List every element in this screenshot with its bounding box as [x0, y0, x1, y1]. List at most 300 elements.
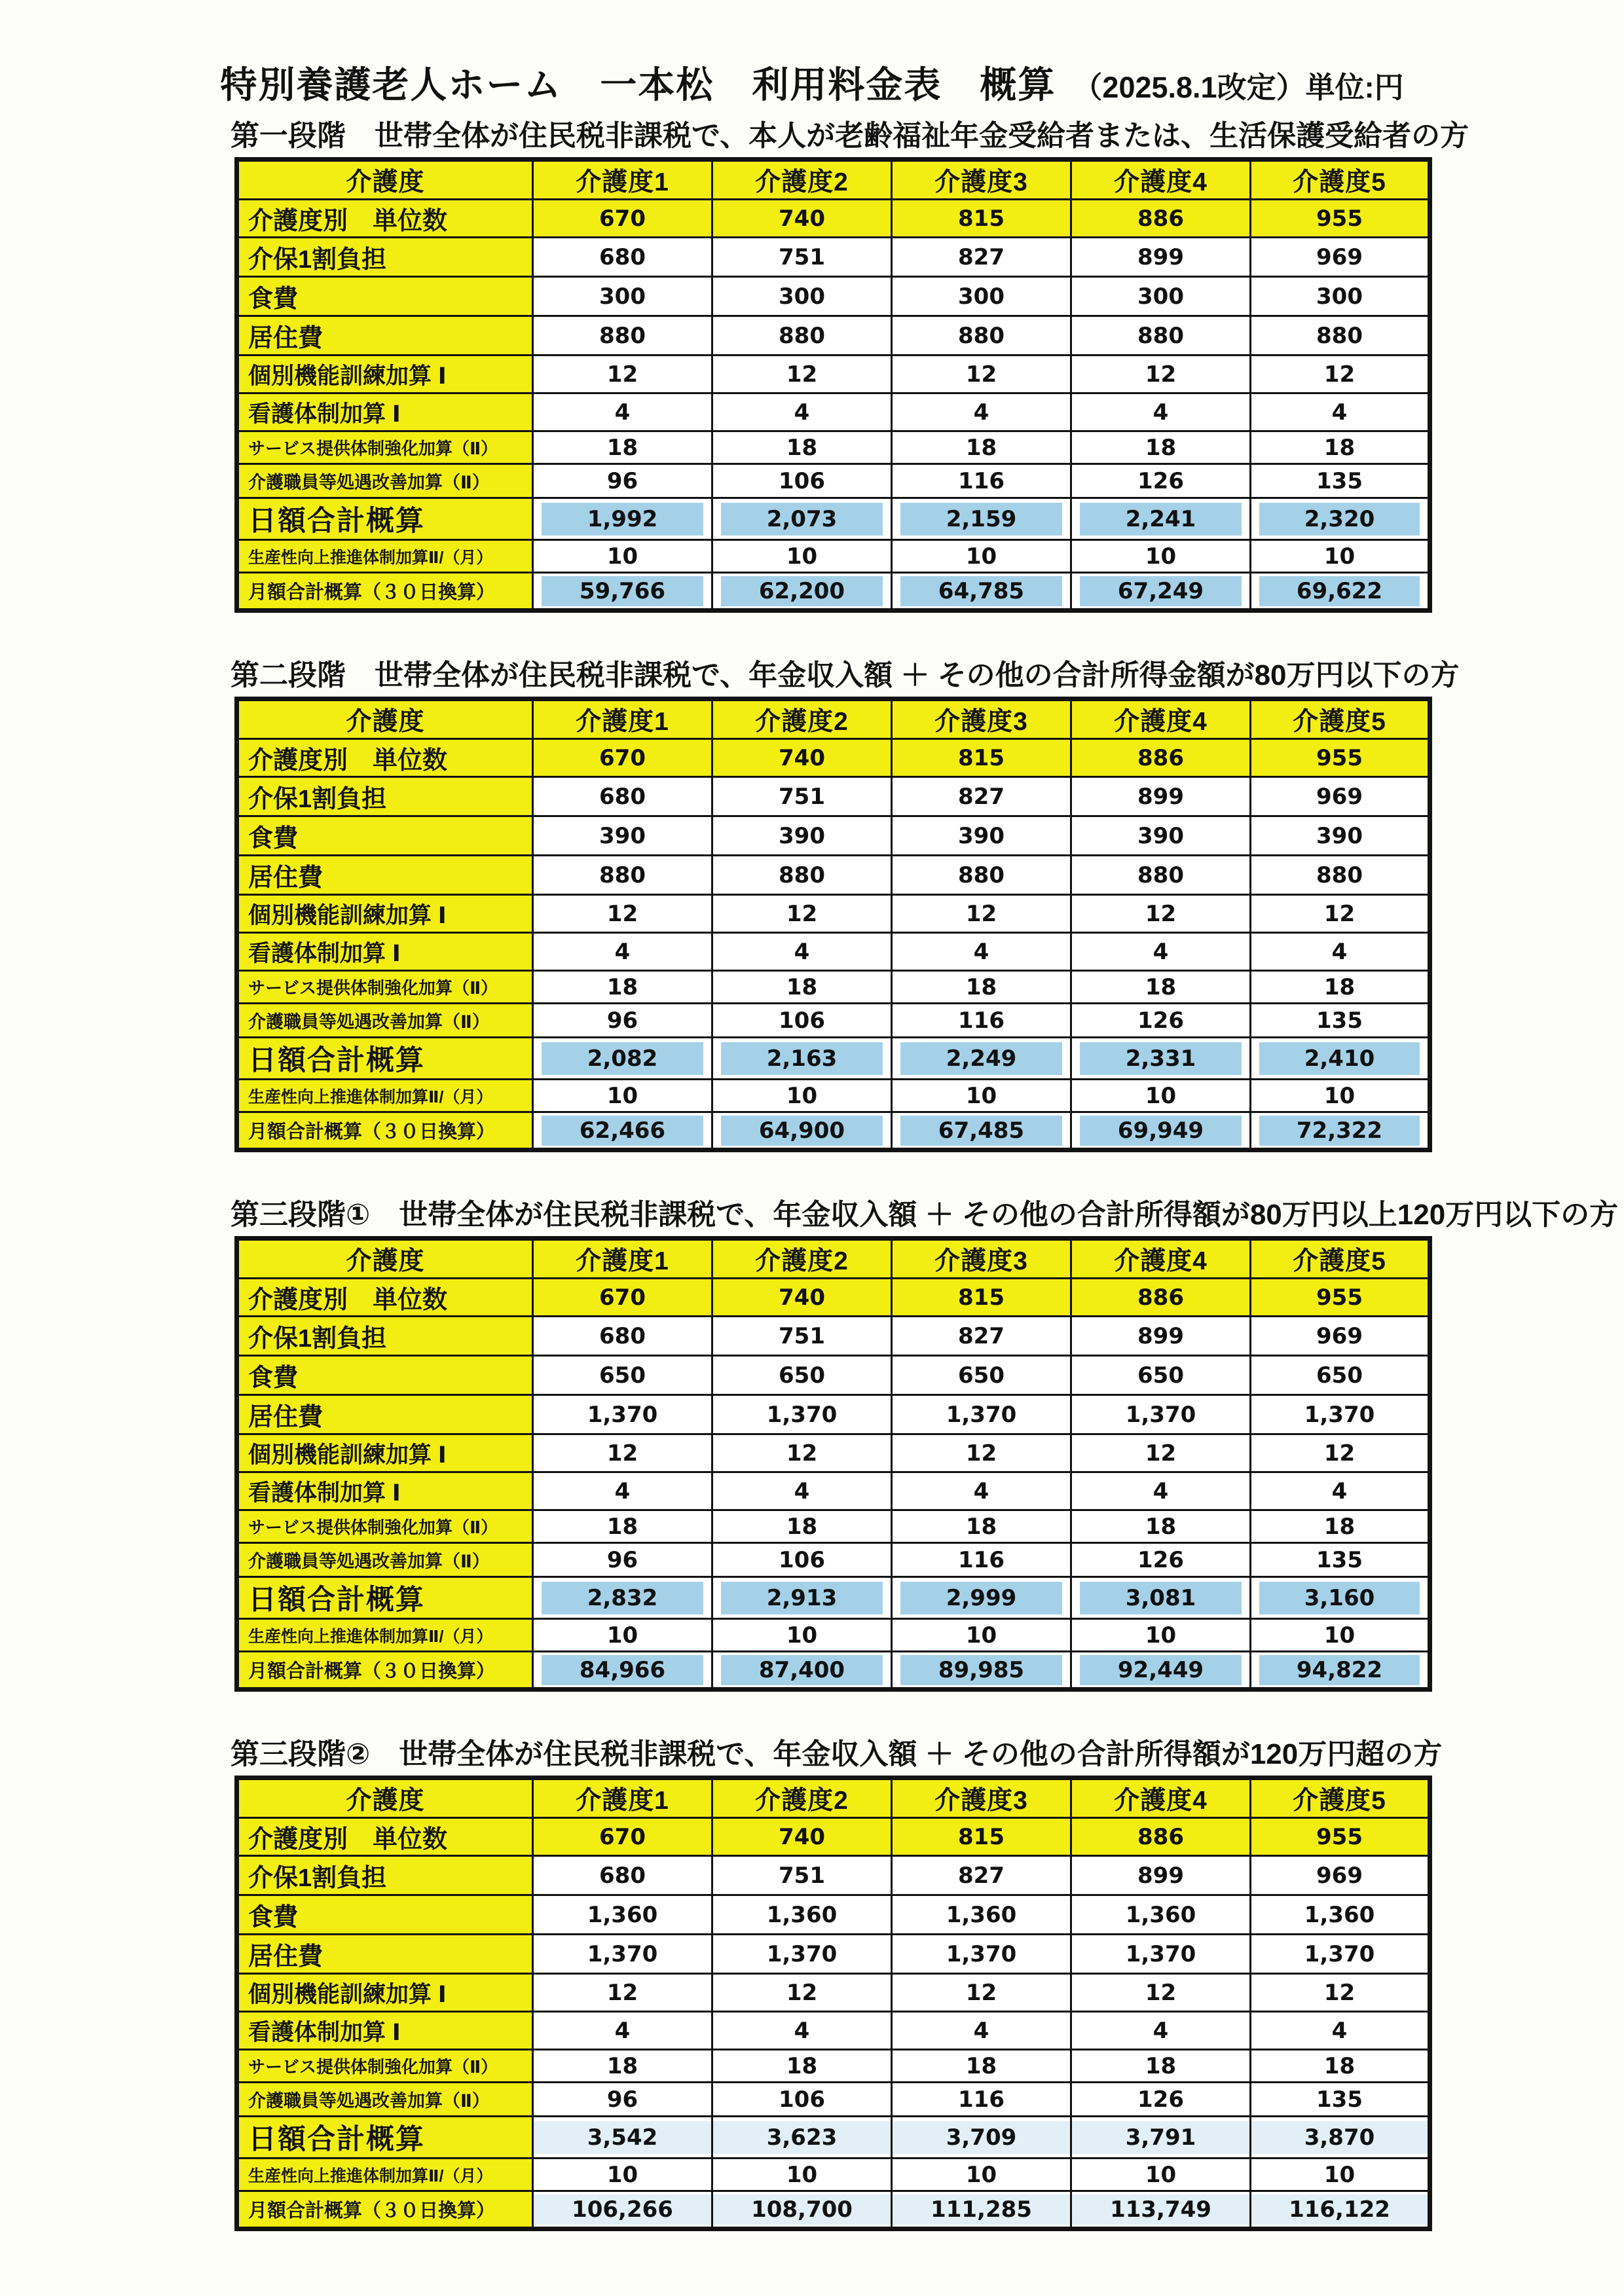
value-cell: 4	[533, 933, 712, 971]
value-cell: 10	[712, 540, 892, 573]
highlight-value: 2,159	[946, 505, 1017, 532]
daily-total-cell	[712, 1038, 892, 1080]
daily-total-cell	[892, 1038, 1071, 1080]
value-cell: 815	[892, 739, 1071, 777]
value-cell: 10	[892, 1619, 1071, 1652]
highlight-value: 84,966	[579, 1656, 666, 1683]
value-cell: 96	[533, 2083, 712, 2117]
monthly-total-cell	[712, 1652, 892, 1690]
value-cell: 880	[1251, 856, 1430, 895]
table-row	[237, 498, 1430, 540]
highlight-patch	[1251, 2121, 1428, 2154]
value-cell: 1,370	[712, 1935, 892, 1974]
value-cell: 680	[533, 1317, 712, 1356]
highlight-patch	[900, 576, 1062, 606]
row-label-cell: サービス提供体制強化加算（Ⅱ）	[237, 431, 533, 464]
page-title	[0, 56, 1624, 109]
row-label-cell: 介護職員等処遇改善加算（Ⅱ）	[237, 1004, 533, 1038]
value-cell: 886	[1071, 1818, 1251, 1856]
highlight-patch	[542, 1655, 703, 1685]
row-label-cell: 看護体制加算 Ⅰ	[237, 933, 533, 971]
highlight-patch	[542, 1116, 703, 1146]
value-cell: 899	[1071, 238, 1251, 277]
header-row	[237, 160, 1430, 200]
highlight-value: 2,163	[766, 1045, 838, 1072]
highlight-value: 2,241	[1125, 505, 1196, 532]
value-cell: 1,370	[892, 1395, 1071, 1434]
highlight-patch	[1080, 1655, 1242, 1685]
value-cell: 18	[712, 971, 892, 1004]
value-cell: 116	[892, 1004, 1071, 1038]
value-cell: 18	[1251, 431, 1430, 464]
value-cell: 740	[712, 1818, 892, 1856]
value-cell: 4	[1071, 393, 1251, 431]
highlight-patch	[1080, 1116, 1242, 1146]
highlight-value: 3,542	[587, 2124, 658, 2151]
value-cell: 10	[1071, 540, 1251, 573]
value-cell: 18	[1251, 1510, 1430, 1543]
monthly-total-cell	[1071, 2191, 1251, 2229]
sections	[231, 118, 1619, 2231]
highlight-patch	[721, 576, 883, 606]
highlight-patch	[1259, 1655, 1420, 1685]
row-label-cell: サービス提供体制強化加算（Ⅱ）	[237, 1510, 533, 1543]
daily-total-cell	[1251, 1038, 1430, 1080]
value-cell: 1,370	[533, 1935, 712, 1974]
value-cell: 300	[1071, 277, 1251, 316]
value-cell: 880	[712, 316, 892, 355]
value-cell: 126	[1071, 2083, 1251, 2117]
value-cell: 12	[1251, 1434, 1430, 1472]
row-label-cell: 日額合計概算	[237, 2117, 533, 2159]
value-cell: 10	[1251, 540, 1430, 573]
monthly-total-cell	[1071, 1652, 1251, 1690]
table-row	[237, 1279, 1430, 1317]
row-label-cell: 介護職員等処遇改善加算（Ⅱ）	[237, 464, 533, 498]
table-row	[237, 1434, 1430, 1472]
row-label-cell: 個別機能訓練加算 Ⅰ	[237, 1974, 533, 2012]
value-cell: 827	[892, 777, 1071, 816]
value-cell: 680	[533, 1856, 712, 1895]
value-cell: 106	[712, 2083, 892, 2117]
value-cell: 18	[1071, 2050, 1251, 2083]
highlight-value: 2,913	[766, 1584, 838, 1611]
value-cell: 10	[712, 1080, 892, 1112]
value-cell: 4	[712, 393, 892, 431]
highlight-value: 2,410	[1304, 1045, 1375, 1072]
table-row	[237, 1577, 1430, 1619]
daily-total-cell	[1251, 1577, 1430, 1619]
col-header-cell: 介護度3	[892, 699, 1071, 739]
monthly-total-cell	[533, 573, 712, 611]
row-label-cell: 日額合計概算	[237, 498, 533, 540]
row-label-cell: 食費	[237, 1356, 533, 1395]
value-cell: 680	[533, 238, 712, 277]
monthly-total-cell	[1251, 2191, 1430, 2229]
value-cell: 12	[892, 895, 1071, 933]
value-cell: 4	[1071, 2012, 1251, 2050]
section-heading: 第三段階① 世帯全体が住民税非課税で、年金収入額 ＋ その他の合計所得額が80万円以上120万円以下の方	[231, 1199, 1619, 1231]
table-row	[237, 1935, 1430, 1974]
value-cell: 827	[892, 1317, 1071, 1356]
value-cell: 12	[712, 1434, 892, 1472]
value-cell: 4	[533, 393, 712, 431]
row-label-cell: 生産性向上推進体制加算Ⅱ/（月）	[237, 1619, 533, 1652]
value-cell: 12	[1251, 895, 1430, 933]
col-header-cell: 介護度3	[892, 1778, 1071, 1818]
col-header-cell: 介護度2	[712, 1239, 892, 1279]
row-label-cell: 食費	[237, 816, 533, 856]
table-row	[237, 1004, 1430, 1038]
table-row	[237, 1652, 1430, 1690]
value-cell: 10	[892, 2159, 1071, 2191]
highlight-value: 106,266	[572, 2196, 673, 2223]
daily-total-cell	[1251, 498, 1430, 540]
col-header-cell: 介護度4	[1071, 1239, 1251, 1279]
table-row	[237, 2083, 1430, 2117]
value-cell: 10	[1251, 1080, 1430, 1112]
highlight-patch	[1251, 2195, 1428, 2225]
highlight-patch	[893, 2195, 1070, 2225]
highlight-patch	[1080, 1582, 1242, 1614]
highlight-value: 1,992	[587, 505, 658, 532]
table-row	[237, 1317, 1430, 1356]
value-cell: 4	[1251, 2012, 1430, 2050]
monthly-total-cell	[712, 2191, 892, 2229]
table-row	[237, 1974, 1430, 2012]
value-cell: 10	[712, 2159, 892, 2191]
row-label-cell: 介護度別 単位数	[237, 1818, 533, 1856]
highlight-value: 2,082	[587, 1045, 658, 1072]
value-cell: 4	[892, 933, 1071, 971]
col-header-cell: 介護度1	[533, 1239, 712, 1279]
value-cell: 880	[712, 856, 892, 895]
daily-total-cell	[892, 2117, 1071, 2159]
highlight-patch	[1072, 2195, 1249, 2225]
value-cell: 12	[533, 895, 712, 933]
highlight-value: 2,999	[946, 1584, 1017, 1611]
value-cell: 390	[712, 816, 892, 856]
row-label-cell: 月額合計概算（３０日換算）	[237, 1112, 533, 1150]
value-cell: 10	[892, 540, 1071, 573]
value-cell: 10	[1251, 1619, 1430, 1652]
highlight-patch	[900, 1116, 1062, 1146]
value-cell: 886	[1071, 200, 1251, 238]
highlight-patch	[1259, 503, 1420, 536]
col-header-cell: 介護度1	[533, 1778, 712, 1818]
value-cell: 880	[533, 856, 712, 895]
value-cell: 815	[892, 200, 1071, 238]
highlight-patch	[542, 1582, 703, 1614]
table-row	[237, 933, 1430, 971]
row-label-cell: サービス提供体制強化加算（Ⅱ）	[237, 971, 533, 1004]
col-header-cell: 介護度5	[1251, 160, 1430, 200]
table-row	[237, 1112, 1430, 1150]
value-cell: 300	[712, 277, 892, 316]
row-label-cell: 介保1割負担	[237, 1856, 533, 1895]
table-row	[237, 2191, 1430, 2229]
value-cell: 12	[712, 355, 892, 393]
value-cell: 1,370	[892, 1935, 1071, 1974]
highlight-patch	[721, 1582, 883, 1614]
value-cell: 10	[712, 1619, 892, 1652]
row-label-cell: サービス提供体制強化加算（Ⅱ）	[237, 2050, 533, 2083]
highlight-value: 108,700	[751, 2196, 853, 2223]
col-header-cell: 介護度1	[533, 699, 712, 739]
table-row	[237, 464, 1430, 498]
value-cell: 1,370	[1251, 1395, 1430, 1434]
daily-total-cell	[533, 1038, 712, 1080]
highlight-patch	[1080, 576, 1242, 606]
highlight-patch	[1080, 1042, 1242, 1075]
title-main: 特別養護老人ホーム 一本松 利用料金表 概算	[220, 64, 1056, 105]
value-cell: 10	[533, 2159, 712, 2191]
value-cell: 899	[1071, 1856, 1251, 1895]
highlight-value: 64,900	[758, 1117, 845, 1144]
value-cell: 680	[533, 777, 712, 816]
daily-total-cell	[1071, 1038, 1251, 1080]
fee-table	[234, 1776, 1432, 2231]
value-cell: 18	[892, 2050, 1071, 2083]
value-cell: 96	[533, 1543, 712, 1577]
row-label-cell: 看護体制加算 Ⅰ	[237, 393, 533, 431]
value-cell: 106	[712, 464, 892, 498]
fee-table	[234, 1236, 1432, 1692]
value-cell: 650	[712, 1356, 892, 1395]
highlight-patch	[713, 2195, 891, 2225]
value-cell: 106	[712, 1004, 892, 1038]
table-row	[237, 1818, 1430, 1856]
value-cell: 10	[533, 1619, 712, 1652]
row-label-cell: 個別機能訓練加算 Ⅰ	[237, 355, 533, 393]
row-label-cell: 介護度別 単位数	[237, 200, 533, 238]
value-cell: 880	[533, 316, 712, 355]
value-cell: 1,360	[533, 1895, 712, 1935]
value-cell: 390	[1071, 816, 1251, 856]
monthly-total-cell	[712, 1112, 892, 1150]
value-cell: 751	[712, 1856, 892, 1895]
value-cell: 390	[533, 816, 712, 856]
daily-total-cell	[1251, 2117, 1430, 2159]
section-heading: 第一段階 世帯全体が住民税非課税で、本人が老齢福祉年金受給者または、生活保護受給者の方	[231, 120, 1469, 152]
monthly-total-cell	[1071, 573, 1251, 611]
value-cell: 1,370	[533, 1395, 712, 1434]
row-label-cell: 生産性向上推進体制加算Ⅱ/（月）	[237, 2159, 533, 2191]
table-row	[237, 895, 1430, 933]
highlight-value: 3,160	[1304, 1584, 1375, 1611]
value-cell: 106	[712, 1543, 892, 1577]
value-cell: 1,360	[712, 1895, 892, 1935]
daily-total-cell	[1071, 1577, 1251, 1619]
value-cell: 650	[1251, 1356, 1430, 1395]
highlight-patch	[721, 1042, 883, 1075]
monthly-total-cell	[533, 2191, 712, 2229]
highlight-patch	[893, 2121, 1070, 2154]
highlight-patch	[1080, 503, 1242, 536]
value-cell: 12	[712, 895, 892, 933]
col-header-cell: 介護度2	[712, 160, 892, 200]
highlight-value: 67,485	[938, 1117, 1025, 1144]
value-cell: 10	[1251, 2159, 1430, 2191]
value-cell: 18	[533, 1510, 712, 1543]
highlight-patch	[900, 1042, 1062, 1075]
value-cell: 880	[892, 316, 1071, 355]
highlight-patch	[900, 1582, 1062, 1614]
fee-section-2	[231, 657, 1460, 1152]
row-label-cell: 月額合計概算（３０日換算）	[237, 2191, 533, 2229]
value-cell: 815	[892, 1279, 1071, 1317]
table-row	[237, 316, 1430, 355]
value-cell: 116	[892, 1543, 1071, 1577]
daily-total-cell	[533, 498, 712, 540]
table-row	[237, 1395, 1430, 1434]
value-cell: 4	[1071, 933, 1251, 971]
daily-total-cell	[892, 498, 1071, 540]
value-cell: 390	[892, 816, 1071, 856]
value-cell: 4	[892, 2012, 1071, 2050]
table-row	[237, 1356, 1430, 1395]
monthly-total-cell	[1071, 1112, 1251, 1150]
row-label-cell: 介保1割負担	[237, 238, 533, 277]
highlight-value: 94,822	[1296, 1656, 1383, 1683]
value-cell: 740	[712, 1279, 892, 1317]
value-cell: 135	[1251, 2083, 1430, 2117]
table-row	[237, 2050, 1430, 2083]
value-cell: 390	[1251, 816, 1430, 856]
value-cell: 670	[533, 1279, 712, 1317]
table-row	[237, 1080, 1430, 1112]
highlight-patch	[900, 1655, 1062, 1685]
value-cell: 300	[892, 277, 1071, 316]
care-level-header-cell: 介護度	[237, 699, 533, 739]
value-cell: 18	[1071, 971, 1251, 1004]
col-header-cell: 介護度2	[712, 699, 892, 739]
highlight-value: 111,285	[931, 2196, 1032, 2223]
table-row	[237, 2117, 1430, 2159]
highlight-value: 3,081	[1125, 1584, 1196, 1611]
highlight-value: 3,870	[1304, 2124, 1375, 2151]
highlight-patch	[542, 503, 703, 536]
value-cell: 12	[533, 355, 712, 393]
value-cell: 300	[533, 277, 712, 316]
value-cell: 12	[1071, 895, 1251, 933]
highlight-patch	[721, 1116, 883, 1146]
table-row	[237, 238, 1430, 277]
row-label-cell: 介保1割負担	[237, 1317, 533, 1356]
table-row	[237, 1619, 1430, 1652]
care-level-header-cell: 介護度	[237, 160, 533, 200]
value-cell: 670	[533, 200, 712, 238]
fee-table	[234, 697, 1432, 1152]
daily-total-cell	[1071, 498, 1251, 540]
highlight-value: 64,785	[938, 577, 1025, 604]
highlight-patch	[1259, 1116, 1420, 1146]
value-cell: 18	[892, 431, 1071, 464]
row-label-cell: 居住費	[237, 856, 533, 895]
daily-total-cell	[712, 498, 892, 540]
row-label-cell: 月額合計概算（３０日換算）	[237, 1652, 533, 1690]
value-cell: 135	[1251, 464, 1430, 498]
value-cell: 1,360	[1071, 1895, 1251, 1935]
value-cell: 4	[1251, 933, 1430, 971]
table-row	[237, 2159, 1430, 2191]
value-cell: 1,370	[712, 1395, 892, 1434]
value-cell: 4	[892, 1472, 1071, 1510]
value-cell: 670	[533, 739, 712, 777]
value-cell: 650	[1071, 1356, 1251, 1395]
value-cell: 4	[1251, 393, 1430, 431]
highlight-patch	[721, 1655, 883, 1685]
value-cell: 10	[892, 1080, 1071, 1112]
value-cell: 12	[1071, 1434, 1251, 1472]
value-cell: 4	[533, 1472, 712, 1510]
col-header-cell: 介護度3	[892, 160, 1071, 200]
monthly-total-cell	[892, 1652, 1071, 1690]
table-row	[237, 393, 1430, 431]
col-header-cell: 介護度3	[892, 1239, 1071, 1279]
highlight-value: 2,249	[946, 1045, 1017, 1072]
value-cell: 18	[892, 1510, 1071, 1543]
title-note: （2025.8.1改定）単位:円	[1073, 71, 1404, 104]
value-cell: 12	[712, 1974, 892, 2012]
value-cell: 880	[1071, 856, 1251, 895]
table-row	[237, 1856, 1430, 1895]
highlight-value: 87,400	[758, 1656, 845, 1683]
highlight-patch	[1259, 1582, 1420, 1614]
table-row	[237, 2012, 1430, 2050]
value-cell: 740	[712, 739, 892, 777]
header-row	[237, 699, 1430, 739]
col-header-cell: 介護度4	[1071, 1778, 1251, 1818]
monthly-total-cell	[892, 1112, 1071, 1150]
monthly-total-cell	[533, 1652, 712, 1690]
value-cell: 4	[1071, 1472, 1251, 1510]
value-cell: 12	[1071, 1974, 1251, 2012]
highlight-value: 2,331	[1125, 1045, 1196, 1072]
value-cell: 135	[1251, 1543, 1430, 1577]
table-row	[237, 971, 1430, 1004]
highlight-value: 67,249	[1117, 577, 1204, 604]
table-row	[237, 777, 1430, 816]
row-label-cell: 介護度別 単位数	[237, 739, 533, 777]
value-cell: 650	[892, 1356, 1071, 1395]
value-cell: 899	[1071, 777, 1251, 816]
monthly-total-cell	[892, 573, 1071, 611]
value-cell: 96	[533, 1004, 712, 1038]
table-row	[237, 431, 1430, 464]
highlight-value: 2,832	[587, 1584, 658, 1611]
highlight-patch	[542, 1042, 703, 1075]
value-cell: 10	[533, 1080, 712, 1112]
highlight-patch	[1072, 2121, 1249, 2154]
value-cell: 815	[892, 1818, 1071, 1856]
value-cell: 300	[1251, 277, 1430, 316]
value-cell: 827	[892, 1856, 1071, 1895]
highlight-value: 72,322	[1296, 1117, 1383, 1144]
header-row	[237, 1239, 1430, 1279]
table-row	[237, 1895, 1430, 1935]
table-row	[237, 1038, 1430, 1080]
highlight-patch	[1259, 576, 1420, 606]
value-cell: 1,370	[1251, 1935, 1430, 1974]
row-label-cell: 日額合計概算	[237, 1577, 533, 1619]
highlight-value: 2,073	[766, 505, 838, 532]
value-cell: 18	[533, 971, 712, 1004]
row-label-cell: 生産性向上推進体制加算Ⅱ/（月）	[237, 1080, 533, 1112]
value-cell: 18	[712, 2050, 892, 2083]
value-cell: 1,370	[1071, 1395, 1251, 1434]
value-cell: 135	[1251, 1004, 1430, 1038]
